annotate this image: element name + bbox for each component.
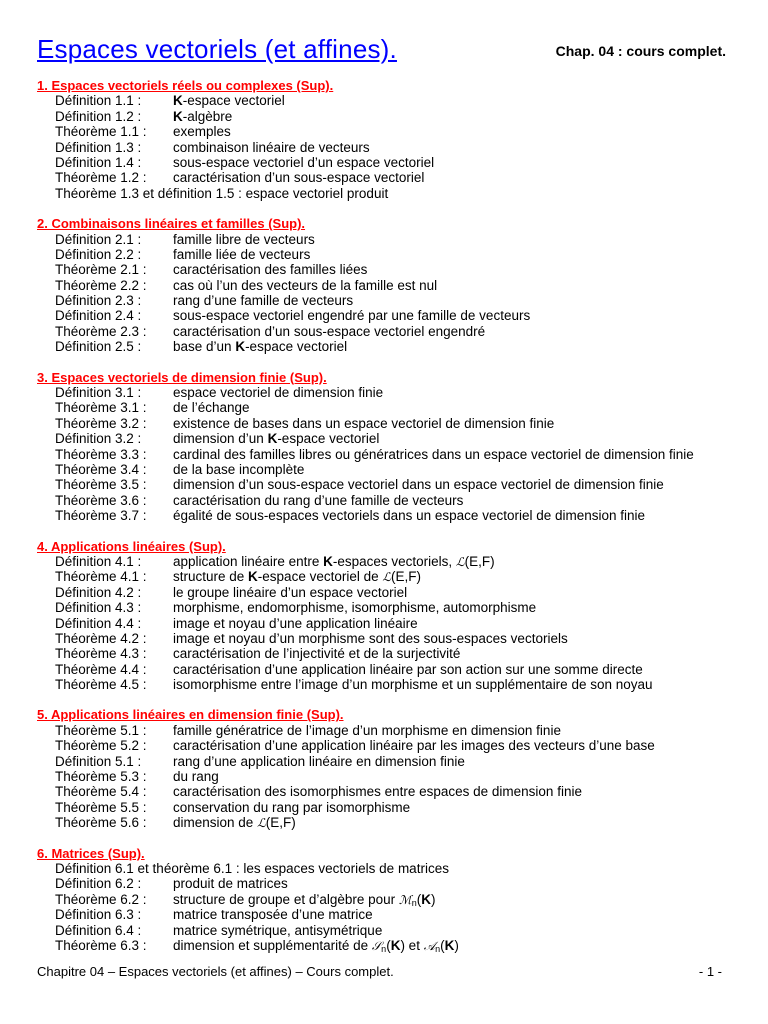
list-item: [37, 677, 737, 692]
item-text: cardinal des familles libres ou génératrices dans un espace vectoriel de dimension finie: [173, 446, 694, 462]
item-text: famille liée de vecteurs: [173, 246, 311, 262]
item-label: Définition 2.2 :: [55, 246, 142, 262]
item-label: Théorème 2.2 :: [55, 277, 147, 293]
item-label: Définition 2.1 :: [55, 231, 142, 247]
footer-text: Chapitre 04 – Espaces vectoriels (et affines) – Cours complet.: [37, 964, 394, 979]
item-label: Théorème 4.5 :: [55, 677, 147, 693]
page-title: Espaces vectoriels (et affines).: [37, 34, 397, 64]
item-text: rang d’une famille de vecteurs: [173, 293, 354, 309]
list-item: [37, 278, 737, 293]
item-label: Définition 1.2 :: [55, 108, 142, 124]
item-label: Définition 2.3 :: [55, 293, 142, 309]
item-label: Définition 2.4 :: [55, 308, 142, 324]
item-label: Théorème 4.3 :: [55, 646, 147, 662]
item-label: Définition 4.4 :: [55, 615, 142, 631]
item-label: Définition 4.3 :: [55, 600, 142, 616]
list-item: [37, 769, 737, 784]
item-label: Théorème 3.2 :: [55, 415, 147, 431]
item-text: exemples: [173, 124, 231, 140]
table-of-contents: [37, 78, 737, 968]
item-label: Théorème 5.5 :: [55, 799, 147, 815]
item-text: structure de K-espace vectoriel de ℒ(E,F): [173, 569, 422, 585]
item-label: Définition 6.4 :: [55, 922, 142, 938]
section-4: [37, 539, 737, 693]
section-1: [37, 78, 737, 201]
section-heading: 5. Applications linéaires en dimension finie (Sup).: [37, 707, 344, 723]
item-text: dimension d’un sous-espace vectoriel dans un espace vectoriel de dimension finie: [173, 477, 664, 493]
item-text: dimension d’un K-espace vectoriel: [173, 431, 380, 447]
item-label: Théorème 5.6 :: [55, 815, 147, 831]
item-label: Définition 4.1 :: [55, 553, 142, 569]
item-label: Théorème 4.1 :: [55, 569, 147, 585]
item-label: Théorème 5.2 :: [55, 738, 147, 754]
page-number: - 1 -: [698, 964, 722, 979]
section-heading: 4. Applications linéaires (Sup).: [37, 538, 226, 554]
list-item: [37, 324, 737, 339]
item-label: Théorème 3.7 :: [55, 508, 147, 524]
item-text: sous-espace vectoriel d’un espace vectoriel: [173, 154, 435, 170]
list-item: [37, 109, 737, 124]
list-item: [37, 876, 737, 891]
list-item: [37, 815, 737, 830]
item-text: rang d’une application linéaire en dimension finie: [173, 753, 465, 769]
item-text: du rang: [173, 769, 219, 785]
list-item: [37, 262, 737, 277]
item-text: de l’échange: [173, 400, 250, 416]
item-label: Théorème 3.5 :: [55, 477, 147, 493]
list-item: [37, 723, 737, 738]
item-text: structure de groupe et d’algèbre pour ℳ$_n$(K): [173, 891, 436, 908]
list-item: [37, 416, 737, 431]
list-item: [37, 923, 737, 938]
item-label: Définition 6.2 :: [55, 876, 142, 892]
item-text: conservation du rang par isomorphisme: [173, 799, 411, 815]
section-heading: 3. Espaces vectoriels de dimension finie (Sup).: [37, 369, 327, 385]
item-text: caractérisation d’une application linéaire par son action sur une somme directe: [173, 661, 643, 677]
list-item: [37, 93, 737, 108]
list-item: [37, 631, 737, 646]
item-full-text: Théorème 1.3 et définition 1.5 : espace vectoriel produit: [55, 185, 389, 201]
item-label: Théorème 6.3 :: [55, 937, 147, 953]
list-item: [37, 662, 737, 677]
item-label: Théorème 3.4 :: [55, 461, 147, 477]
item-label: Définition 1.4 :: [55, 154, 142, 170]
item-label: Théorème 5.1 :: [55, 722, 147, 738]
item-text: caractérisation des familles liées: [173, 262, 368, 278]
list-item: [37, 646, 737, 661]
list-item: [37, 493, 737, 508]
section-3: [37, 370, 737, 524]
item-text: famille libre de vecteurs: [173, 231, 315, 247]
list-item: [37, 508, 737, 523]
item-text: caractérisation d’un sous-espace vectoriel engendré: [173, 323, 486, 339]
item-text: de la base incomplète: [173, 461, 305, 477]
list-item: [37, 784, 737, 799]
item-label: Définition 2.5 :: [55, 339, 142, 355]
item-label: Théorème 5.4 :: [55, 784, 147, 800]
item-text: le groupe linéaire d’un espace vectoriel: [173, 584, 408, 600]
list-item: [37, 754, 737, 769]
item-label: Théorème 5.3 :: [55, 769, 147, 785]
item-text: cas où l’un des vecteurs de la famille est nul: [173, 277, 438, 293]
item-text: image et noyau d’un morphisme sont des sous-espaces vectoriels: [173, 630, 568, 646]
item-text: K-algèbre: [173, 108, 233, 124]
list-item: [37, 186, 737, 201]
item-label: Définition 1.1 :: [55, 93, 142, 109]
section-2: [37, 216, 737, 355]
list-item: [37, 447, 737, 462]
item-text: produit de matrices: [173, 876, 288, 892]
list-item: [37, 861, 737, 876]
item-text: caractérisation d’un sous-espace vectoriel: [173, 170, 425, 186]
item-label: Théorème 1.1 :: [55, 124, 147, 140]
item-label: Théorème 1.2 :: [55, 170, 147, 186]
list-item: [37, 477, 737, 492]
list-item: [37, 155, 737, 170]
list-item: [37, 554, 737, 569]
item-label: Théorème 3.6 :: [55, 492, 147, 508]
item-label: Théorème 3.3 :: [55, 446, 147, 462]
item-text: isomorphisme entre l’image d’un morphisme et un supplémentaire de son noyau: [173, 677, 653, 693]
item-label: Théorème 4.4 :: [55, 661, 147, 677]
item-text: combinaison linéaire de vecteurs: [173, 139, 370, 155]
list-item: [37, 738, 737, 753]
list-item: [37, 385, 737, 400]
item-label: Théorème 2.1 :: [55, 262, 147, 278]
item-text: base d’un K-espace vectoriel: [173, 339, 348, 355]
item-text: caractérisation d’une application linéaire par les images des vecteurs d’une base: [173, 738, 655, 754]
list-item: [37, 907, 737, 922]
item-text: matrice transposée d’une matrice: [173, 907, 373, 923]
item-label: Théorème 3.1 :: [55, 400, 147, 416]
item-text: existence de bases dans un espace vectoriel de dimension finie: [173, 415, 555, 431]
item-label: Théorème 6.2 :: [55, 891, 147, 907]
item-label: Définition 1.3 :: [55, 139, 142, 155]
list-item: [37, 431, 737, 446]
list-item: [37, 339, 737, 354]
section-heading: 1. Espaces vectoriels réels ou complexes (Sup).: [37, 78, 334, 93]
list-item: [37, 140, 737, 155]
item-text: image et noyau d’une application linéaire: [173, 615, 418, 631]
list-item: [37, 170, 737, 185]
item-text: dimension de ℒ(E,F): [173, 815, 296, 831]
list-item: [37, 585, 737, 600]
item-text: matrice symétrique, antisymétrique: [173, 922, 383, 938]
item-text: morphisme, endomorphisme, isomorphisme, automorphisme: [173, 600, 537, 616]
item-text: application linéaire entre K-espaces vectoriels, ℒ(E,F): [173, 553, 495, 569]
list-item: [37, 232, 737, 247]
item-label: Définition 3.1 :: [55, 385, 142, 401]
item-text: espace vectoriel de dimension finie: [173, 385, 384, 401]
list-item: [37, 247, 737, 262]
item-text: dimension et supplémentarité de 𝒮$_n$(K) et 𝒜$_n$(K): [173, 937, 459, 954]
item-label: Définition 4.2 :: [55, 584, 142, 600]
item-text: égalité de sous-espaces vectoriels dans un espace vectoriel de dimension finie: [173, 508, 646, 524]
chapter-label: Chap. 04 : cours complet.: [555, 43, 726, 59]
section-heading: 6. Matrices (Sup).: [37, 845, 145, 861]
list-item: [37, 616, 737, 631]
item-text: caractérisation des isomorphismes entre espaces de dimension finie: [173, 784, 582, 800]
item-full-text: Définition 6.1 et théorème 6.1 : les espaces vectoriels de matrices: [55, 860, 449, 876]
item-text: famille génératrice de l’image d’un morphisme en dimension finie: [173, 722, 561, 738]
item-text: caractérisation de l’injectivité et de la surjectivité: [173, 646, 461, 662]
item-text: sous-espace vectoriel engendré par une famille de vecteurs: [173, 308, 531, 324]
item-label: Théorème 2.3 :: [55, 323, 147, 339]
list-item: [37, 400, 737, 415]
list-item: [37, 293, 737, 308]
list-item: [37, 600, 737, 615]
item-label: Définition 6.3 :: [55, 907, 142, 923]
section-heading: 2. Combinaisons linéaires et familles (Sup).: [37, 216, 306, 232]
item-text: caractérisation du rang d’une famille de vecteurs: [173, 492, 464, 508]
list-item: [37, 800, 737, 815]
section-6: [37, 846, 737, 954]
section-5: [37, 707, 737, 830]
list-item: [37, 569, 737, 584]
item-label: Théorème 4.2 :: [55, 630, 147, 646]
list-item: [37, 938, 737, 953]
item-text: K-espace vectoriel: [173, 93, 285, 109]
list-item: [37, 124, 737, 139]
item-label: Définition 5.1 :: [55, 753, 142, 769]
item-label: Définition 3.2 :: [55, 431, 142, 447]
list-item: [37, 892, 737, 907]
list-item: [37, 308, 737, 323]
list-item: [37, 462, 737, 477]
